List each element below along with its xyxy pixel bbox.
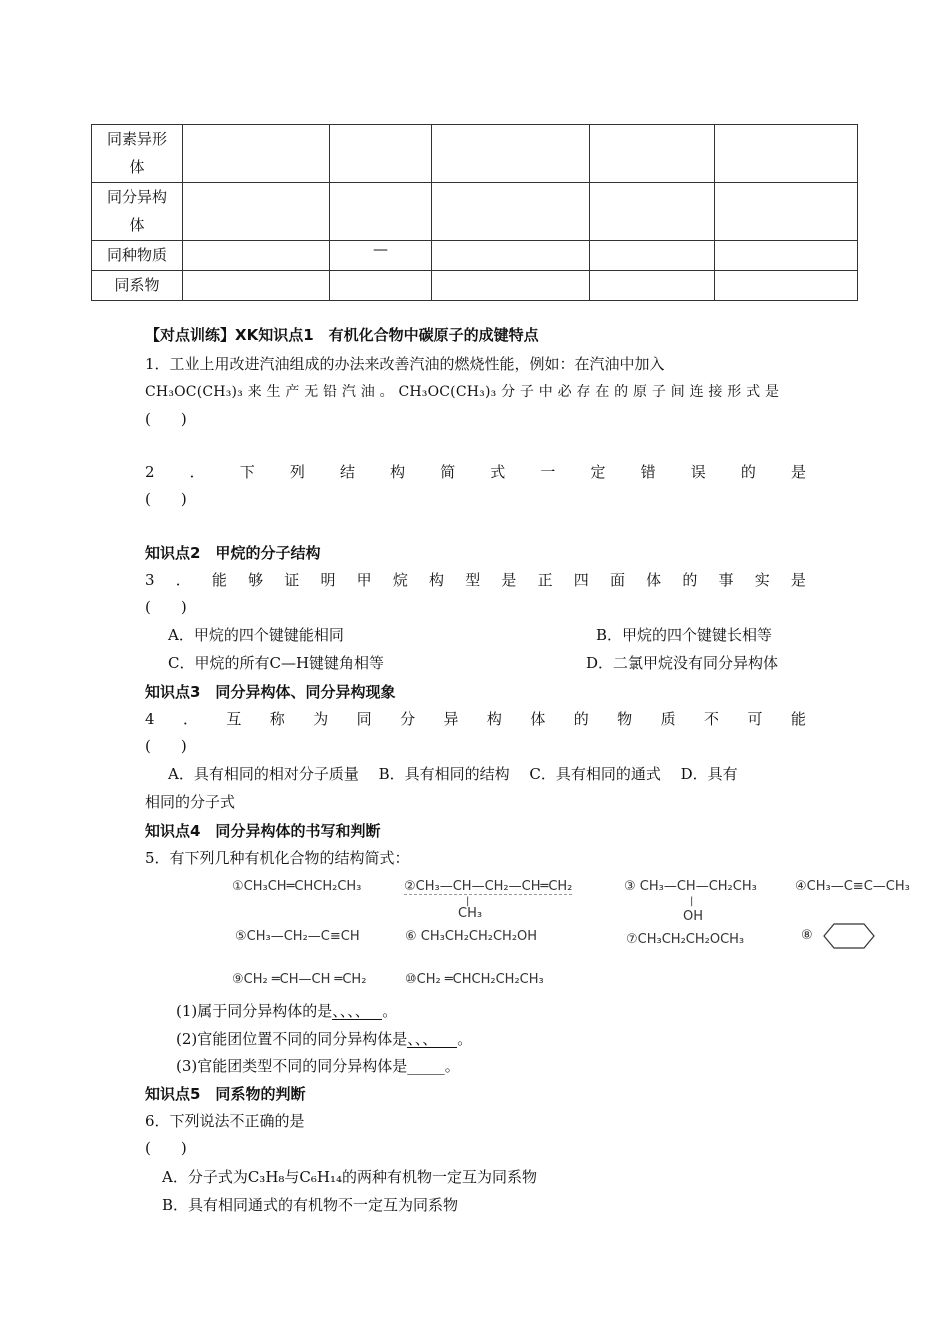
formula-8: ⑧ xyxy=(801,928,813,943)
cyclohexane-ring-icon xyxy=(822,922,876,950)
answer-blank-1[interactable]: 、、、、 xyxy=(332,1003,382,1020)
q3-char: 是 xyxy=(790,571,806,589)
formula-10: ⑩CH₂ ═CHCH₂CH₂CH₃ xyxy=(405,972,544,987)
q4-options: A．具有相同的相对分子质量 B．具有相同的结构 C．具有相同的通式 D．具有 xyxy=(168,765,738,783)
table-cell xyxy=(590,271,715,301)
q4-char: 称 xyxy=(269,710,285,728)
table-cell xyxy=(183,125,330,183)
table-row xyxy=(92,125,858,183)
q3-char: 四 xyxy=(573,571,589,589)
q3-line xyxy=(145,566,806,594)
q4-char: 异 xyxy=(443,710,459,728)
q6-option-b: B．具有相同通式的有机物不一定互为同系物 xyxy=(162,1196,459,1214)
table-cell xyxy=(183,183,330,241)
table-row xyxy=(92,271,858,301)
q2-char: 列 xyxy=(289,463,305,481)
q3-char: 是 xyxy=(501,571,517,589)
q4-paren: ( ) xyxy=(145,737,187,755)
q5-sub1: (1)属于同分异构体的是、、、、 。 xyxy=(176,1002,398,1020)
q2-paren: ( ) xyxy=(145,490,187,508)
q4-char: 体 xyxy=(530,710,546,728)
q2-char: 2 xyxy=(145,463,155,481)
table-cell xyxy=(715,183,858,241)
table-cell xyxy=(432,271,590,301)
answer-blank-2[interactable]: 、、、 xyxy=(407,1031,457,1048)
q4-char: 互 xyxy=(226,710,242,728)
q2-char: 是 xyxy=(790,463,806,481)
formula-2: ②CH₃—CH—CH₂—CH═CH₂ xyxy=(404,879,573,894)
q2-line xyxy=(145,458,806,486)
q4-options-cont: 相同的分子式 xyxy=(145,793,236,811)
q3-char: 的 xyxy=(682,571,698,589)
formula-3-branch-bond: | xyxy=(690,896,694,907)
q5-sub2: (2)官能团位置不同的同分异构体是、、、 。 xyxy=(176,1030,473,1048)
q1-paren: ( ) xyxy=(145,410,187,428)
table-cell xyxy=(432,183,590,241)
q3-char: 面 xyxy=(609,571,625,589)
table-cell xyxy=(715,125,858,183)
table-row xyxy=(92,241,858,271)
kp2-heading: 知识点2 甲烷的分子结构 xyxy=(145,544,321,562)
formula-9: ⑨CH₂ ═CH—CH ═CH₂ xyxy=(232,972,367,987)
table-cell xyxy=(183,241,330,271)
q3-option-a: A．甲烷的四个键键能相同 xyxy=(168,626,344,644)
q3-char: 明 xyxy=(320,571,336,589)
q3-char: 3 xyxy=(145,571,155,589)
q4-char: 物 xyxy=(617,710,633,728)
q3-char: 够 xyxy=(248,571,264,589)
q3-char: 证 xyxy=(284,571,300,589)
q1-line1: 1．工业上用改进汽油组成的办法来改善汽油的燃烧性能，例如：在汽油中加入 xyxy=(145,355,665,373)
q2-char: 下 xyxy=(239,463,255,481)
formula-2-branch: CH₃ xyxy=(458,906,483,921)
q3-char: 构 xyxy=(429,571,445,589)
row-label: 同素异形体 xyxy=(92,125,183,183)
kp4-heading: 知识点4 同分异构体的书写和判断 xyxy=(145,822,381,840)
q6-option-a: A．分子式为C₃H₈与C₆H₁₄的两种有机物一定互为同系物 xyxy=(162,1168,538,1186)
q2-char: 的 xyxy=(740,463,756,481)
q3-option-d: D．二氯甲烷没有同分异构体 xyxy=(586,654,779,672)
q3-char: 正 xyxy=(537,571,553,589)
q4-char: 的 xyxy=(573,710,589,728)
q6-stem: 6．下列说法不正确的是 xyxy=(145,1112,305,1130)
q3-char: 能 xyxy=(211,571,227,589)
q4-char: 不 xyxy=(704,710,720,728)
formula-3: ③ CH₃—CH—CH₂CH₃ xyxy=(624,879,757,894)
row-label: 同系物 xyxy=(92,271,183,301)
table-cell xyxy=(432,241,590,271)
formula-7: ⑦CH₃CH₂CH₂OCH₃ xyxy=(626,932,745,947)
q4-char: 构 xyxy=(486,710,502,728)
q5-sub3: (3)官能团类型不同的同分异构体是_____。 xyxy=(176,1057,460,1075)
q3-char: 事 xyxy=(718,571,734,589)
q1-line2: CH₃OC(CH₃)₃ 来 生 产 无 铅 汽 油 。 CH₃OC(CH₃)₃ 分 子 中 必 存 在 的 原 子 间 连 接 形 式 是 xyxy=(145,384,780,400)
q3-paren: ( ) xyxy=(145,598,187,616)
q3-char: 型 xyxy=(465,571,481,589)
q4-char: 4 xyxy=(145,710,155,728)
table-cell xyxy=(432,125,590,183)
formula-5: ⑤CH₃—CH₂—C≡CH xyxy=(235,929,360,944)
formula-1: ①CH₃CH═CHCH₂CH₃ xyxy=(232,879,362,894)
q3-char: 实 xyxy=(754,571,770,589)
q2-char: 构 xyxy=(390,463,406,481)
q4-char: 为 xyxy=(313,710,329,728)
q2-char: 定 xyxy=(590,463,606,481)
q4-char: 质 xyxy=(660,710,676,728)
table-cell xyxy=(590,241,715,271)
table-cell xyxy=(183,271,330,301)
q3-option-c: C．甲烷的所有C—H键键角相等 xyxy=(168,654,385,672)
formula-4: ④CH₃—C≡C—CH₃ xyxy=(795,879,910,894)
q3-char: 烷 xyxy=(392,571,408,589)
q2-char: ． xyxy=(189,463,205,481)
q3-char: 体 xyxy=(646,571,662,589)
q2-char: 结 xyxy=(339,463,355,481)
q2-char: 简 xyxy=(440,463,456,481)
q4-char: ． xyxy=(182,710,198,728)
answer-blank-3[interactable]: _____ xyxy=(407,1057,445,1075)
section-heading: 【对点训练】XK知识点1 有机化合物中碳原子的成键特点 xyxy=(145,326,539,344)
table-cell xyxy=(590,125,715,183)
q4-char: 能 xyxy=(790,710,806,728)
kp3-heading: 知识点3 同分异构体、同分异构现象 xyxy=(145,683,396,701)
table-row xyxy=(92,183,858,241)
formula-3-branch: OH xyxy=(683,909,704,924)
formula-2-branch-bond: | xyxy=(466,896,470,907)
table-cell xyxy=(590,183,715,241)
q2-char: 式 xyxy=(490,463,506,481)
table-cell xyxy=(715,241,858,271)
table-cell: — xyxy=(330,241,432,271)
formula-6: ⑥ CH₃CH₂CH₂CH₂OH xyxy=(405,929,538,944)
q4-char: 同 xyxy=(356,710,372,728)
q5-stem: 5．有下列几种有机化合物的结构简式： xyxy=(145,849,410,867)
q2-char: 一 xyxy=(540,463,556,481)
classification-table xyxy=(91,124,858,301)
table-cell xyxy=(330,183,432,241)
q2-char: 误 xyxy=(690,463,706,481)
row-label: 同种物质 xyxy=(92,241,183,271)
q3-char: ． xyxy=(175,571,191,589)
table-cell xyxy=(330,271,432,301)
table-cell xyxy=(715,271,858,301)
table-cell xyxy=(330,125,432,183)
q4-line xyxy=(145,705,806,733)
q4-char: 分 xyxy=(400,710,416,728)
q6-paren: ( ) xyxy=(145,1139,187,1157)
row-label: 同分异构体 xyxy=(92,183,183,241)
q2-char: 错 xyxy=(640,463,656,481)
q3-option-b: B．甲烷的四个键键长相等 xyxy=(596,626,773,644)
q4-char: 可 xyxy=(747,710,763,728)
q3-char: 甲 xyxy=(356,571,372,589)
kp5-heading: 知识点5 同系物的判断 xyxy=(145,1085,306,1103)
